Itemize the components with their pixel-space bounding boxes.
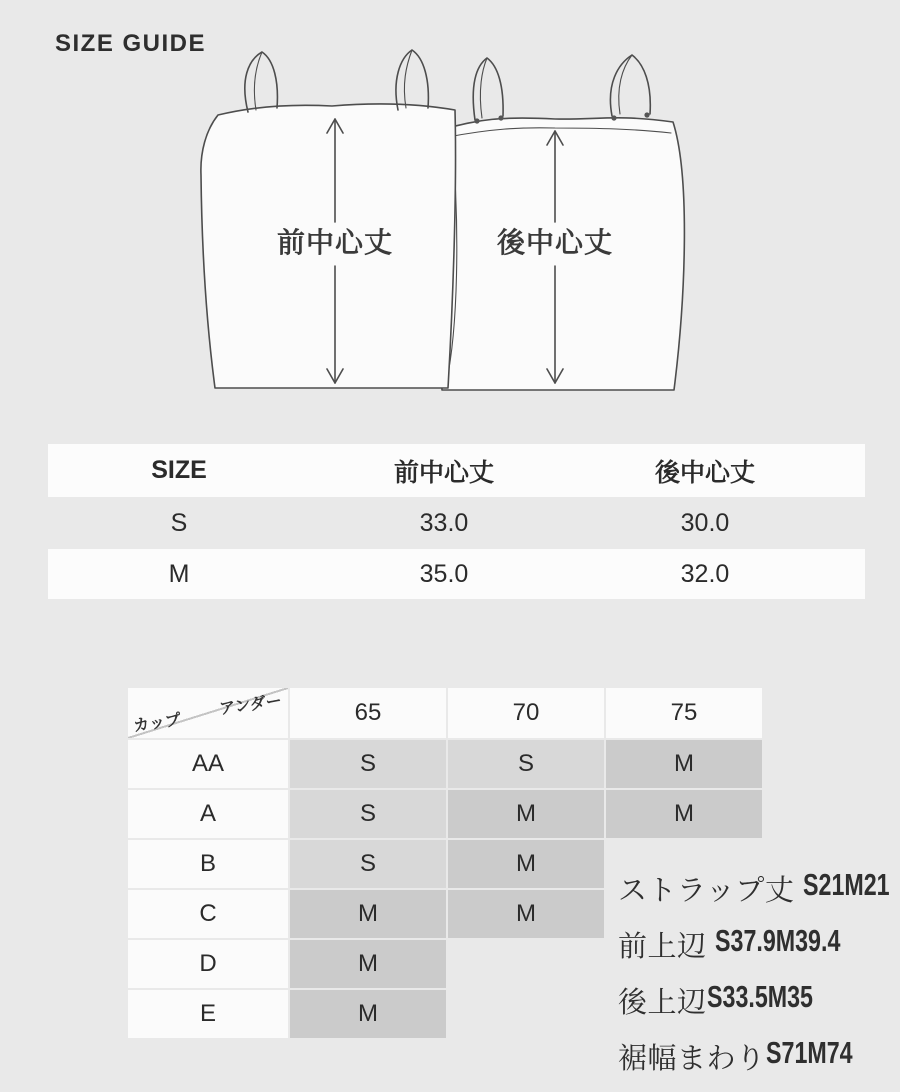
cup-row-header: E bbox=[128, 990, 288, 1038]
measurement-value: S37.9M39.4 bbox=[715, 923, 841, 958]
matrix-cell: M bbox=[448, 790, 604, 838]
back-garment-illustration bbox=[440, 55, 684, 390]
matrix-cell: S bbox=[290, 790, 446, 838]
front-garment-illustration bbox=[201, 50, 456, 388]
measurement-value: S71M74 bbox=[765, 1035, 853, 1070]
measurement-value: S33.5M35 bbox=[706, 979, 813, 1014]
cup-axis-label: カップ bbox=[132, 711, 183, 736]
front-length-value: 33.0 bbox=[419, 508, 469, 537]
back-length-value: 30.0 bbox=[680, 508, 730, 537]
column-header-size: SIZE bbox=[151, 456, 207, 484]
matrix-cell: M bbox=[606, 790, 762, 838]
measurement-label: 後上辺 bbox=[618, 987, 707, 1019]
matrix-cell: M bbox=[606, 740, 762, 788]
measurement-line bbox=[618, 924, 900, 980]
matrix-cell: S bbox=[448, 740, 604, 788]
matrix-cell: M bbox=[290, 990, 446, 1038]
front-length-value: 35.0 bbox=[419, 559, 469, 588]
measurement-notes bbox=[618, 868, 900, 1092]
size-table-header-row bbox=[48, 444, 865, 497]
measurement-line bbox=[618, 868, 900, 924]
page-title: SIZE GUIDE bbox=[55, 30, 207, 57]
size-label: S bbox=[170, 508, 188, 537]
matrix-corner-cell bbox=[128, 688, 288, 738]
under-band-axis-label: アンダー bbox=[218, 692, 284, 719]
under-band-header: 75 bbox=[606, 688, 762, 738]
back-center-length-label: 後中心丈 bbox=[496, 227, 614, 258]
matrix-cell: M bbox=[448, 840, 604, 888]
matrix-cell: S bbox=[290, 840, 446, 888]
measurement-label: ストラップ丈 bbox=[618, 875, 803, 907]
cup-row-header: B bbox=[128, 840, 288, 888]
cup-row-header: D bbox=[128, 940, 288, 988]
measurement-label: 前上辺 bbox=[618, 931, 716, 963]
column-header-front-length: 前中心丈 bbox=[393, 458, 494, 487]
measurement-line bbox=[618, 980, 900, 1036]
cup-row-header: A bbox=[128, 790, 288, 838]
front-center-length-label: 前中心丈 bbox=[276, 227, 394, 258]
cup-row-header: AA bbox=[128, 740, 288, 788]
under-band-header: 70 bbox=[448, 688, 604, 738]
matrix-cell: S bbox=[290, 740, 446, 788]
measurement-line bbox=[618, 1036, 900, 1092]
matrix-cell: M bbox=[290, 940, 446, 988]
size-table-row bbox=[48, 549, 865, 599]
column-header-back-length: 後中心丈 bbox=[654, 458, 755, 487]
matrix-cell bbox=[448, 940, 604, 988]
matrix-cell: M bbox=[290, 890, 446, 938]
matrix-cell: M bbox=[448, 890, 604, 938]
measurement-value: S21M21 bbox=[802, 867, 890, 902]
matrix-cell bbox=[448, 990, 604, 1038]
cup-row-header: C bbox=[128, 890, 288, 938]
back-length-value: 32.0 bbox=[680, 559, 730, 588]
size-table bbox=[48, 444, 865, 599]
measurement-label: 裾幅まわり bbox=[618, 1043, 766, 1075]
under-band-header: 65 bbox=[290, 688, 446, 738]
size-label: M bbox=[168, 559, 190, 588]
size-table-row bbox=[48, 500, 865, 546]
garment-diagram bbox=[180, 40, 710, 400]
